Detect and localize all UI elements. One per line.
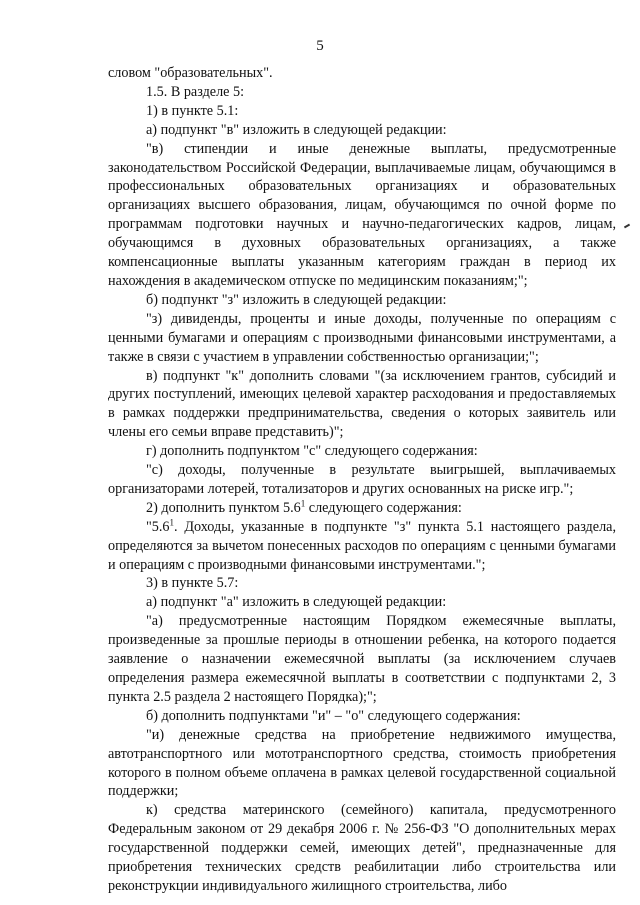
paragraph: 1) в пункте 5.1:	[146, 102, 239, 119]
paragraph: "а) предусмотренные настоящим Порядком ежемесячные выплаты, произведенные за прошлые периоды в отношении ребенка, на которого подается заявление о назначении ежемесячной выплаты (за исключением случаев определения размера ежемесячной выплаты в соответствии с подпунктами 2, 3 пункта 2.5 раздела 2 настоящего Порядка);";	[108, 613, 616, 705]
paragraph: словом "образовательных".	[108, 65, 273, 81]
paragraph: 2) дополнить пунктом $5.6^1$ следующего содержания:	[146, 498, 462, 516]
paragraph: "и) денежные средства на приобретение недвижимого имущества, автотранспортного или мототранспортного средства, стоимость приобретения которого в полном объеме оплачена в рамках целевой государственной социальной поддержки;	[108, 726, 616, 800]
superscript: 1	[300, 498, 306, 509]
paragraph: в) подпункт "к" дополнить словами "(за исключением грантов, субсидий и других поступлений, имеющих целевой характер расходования и предоставляемых в рамках поддержки предпринимательства, сведения о которых заявитель или члены его семьи вправе представить)";	[108, 367, 616, 441]
document-body	[108, 64, 616, 896]
paragraph: "$5.6^1$. Доходы, указанные в подпункте "з" пункта 5.1 настоящего раздела, определяются за вычетом понесенных расходов по операциям с ценными бумагами и операциям с производными финансовыми инструментами.";	[108, 517, 616, 573]
paragraph: а) подпункт "в" изложить в следующей редакции:	[146, 121, 447, 138]
paragraph: "с) доходы, полученные в результате выигрышей, выплачиваемых организаторами лотерей, тотализаторов и других основанных на риске игр.";	[108, 462, 616, 497]
paragraph: "в) стипендии и иные денежные выплаты, предусмотренные законодательством Российской Федерации, выплачиваемые лицам, обучающимся в профессиональных образовательных организациях и образовательных организациях высшего образования, лицам, обучающимся по очной форме по программам подготовки научных и научно-педагогических кадров, лицам, обучающимся в духовных образовательных организациях, а также компенсационные выплаты указанным категориям граждан в период их нахождения в академическом отпуске по медицинским показаниям;";	[108, 140, 616, 289]
paragraph: б) подпункт "з" изложить в следующей редакции:	[146, 291, 447, 308]
superscript: 1	[169, 517, 175, 528]
paragraph: "з) дивиденды, проценты и иные доходы, полученные по операциям с ценными бумагами и операциям с производными финансовыми инструментами, а также в связи с участием в управлении собственностью организации;";	[108, 310, 616, 365]
paragraph: а) подпункт "а" изложить в следующей редакции:	[146, 594, 447, 611]
page-number: 5	[316, 38, 324, 54]
paragraph: 1.5. В разделе 5:	[146, 83, 245, 100]
paragraph: б) дополнить подпунктами "и" – "о" следующего содержания:	[146, 707, 521, 724]
scan-mark	[624, 224, 630, 229]
paragraph: 3) в пункте 5.7:	[146, 575, 239, 592]
paragraph: к) средства материнского (семейного) капитала, предусмотренного Федеральным законом от 29 декабря 2006 г. № 256-ФЗ "О дополнительных мерах государственной поддержки семей, имеющих детей", предназначенные для приобретения технических средств реабилитации либо строительства или реконструкции индивидуального жилищного строительства, либо	[108, 802, 616, 894]
paragraph: г) дополнить подпунктом "с" следующего содержания:	[146, 443, 478, 460]
